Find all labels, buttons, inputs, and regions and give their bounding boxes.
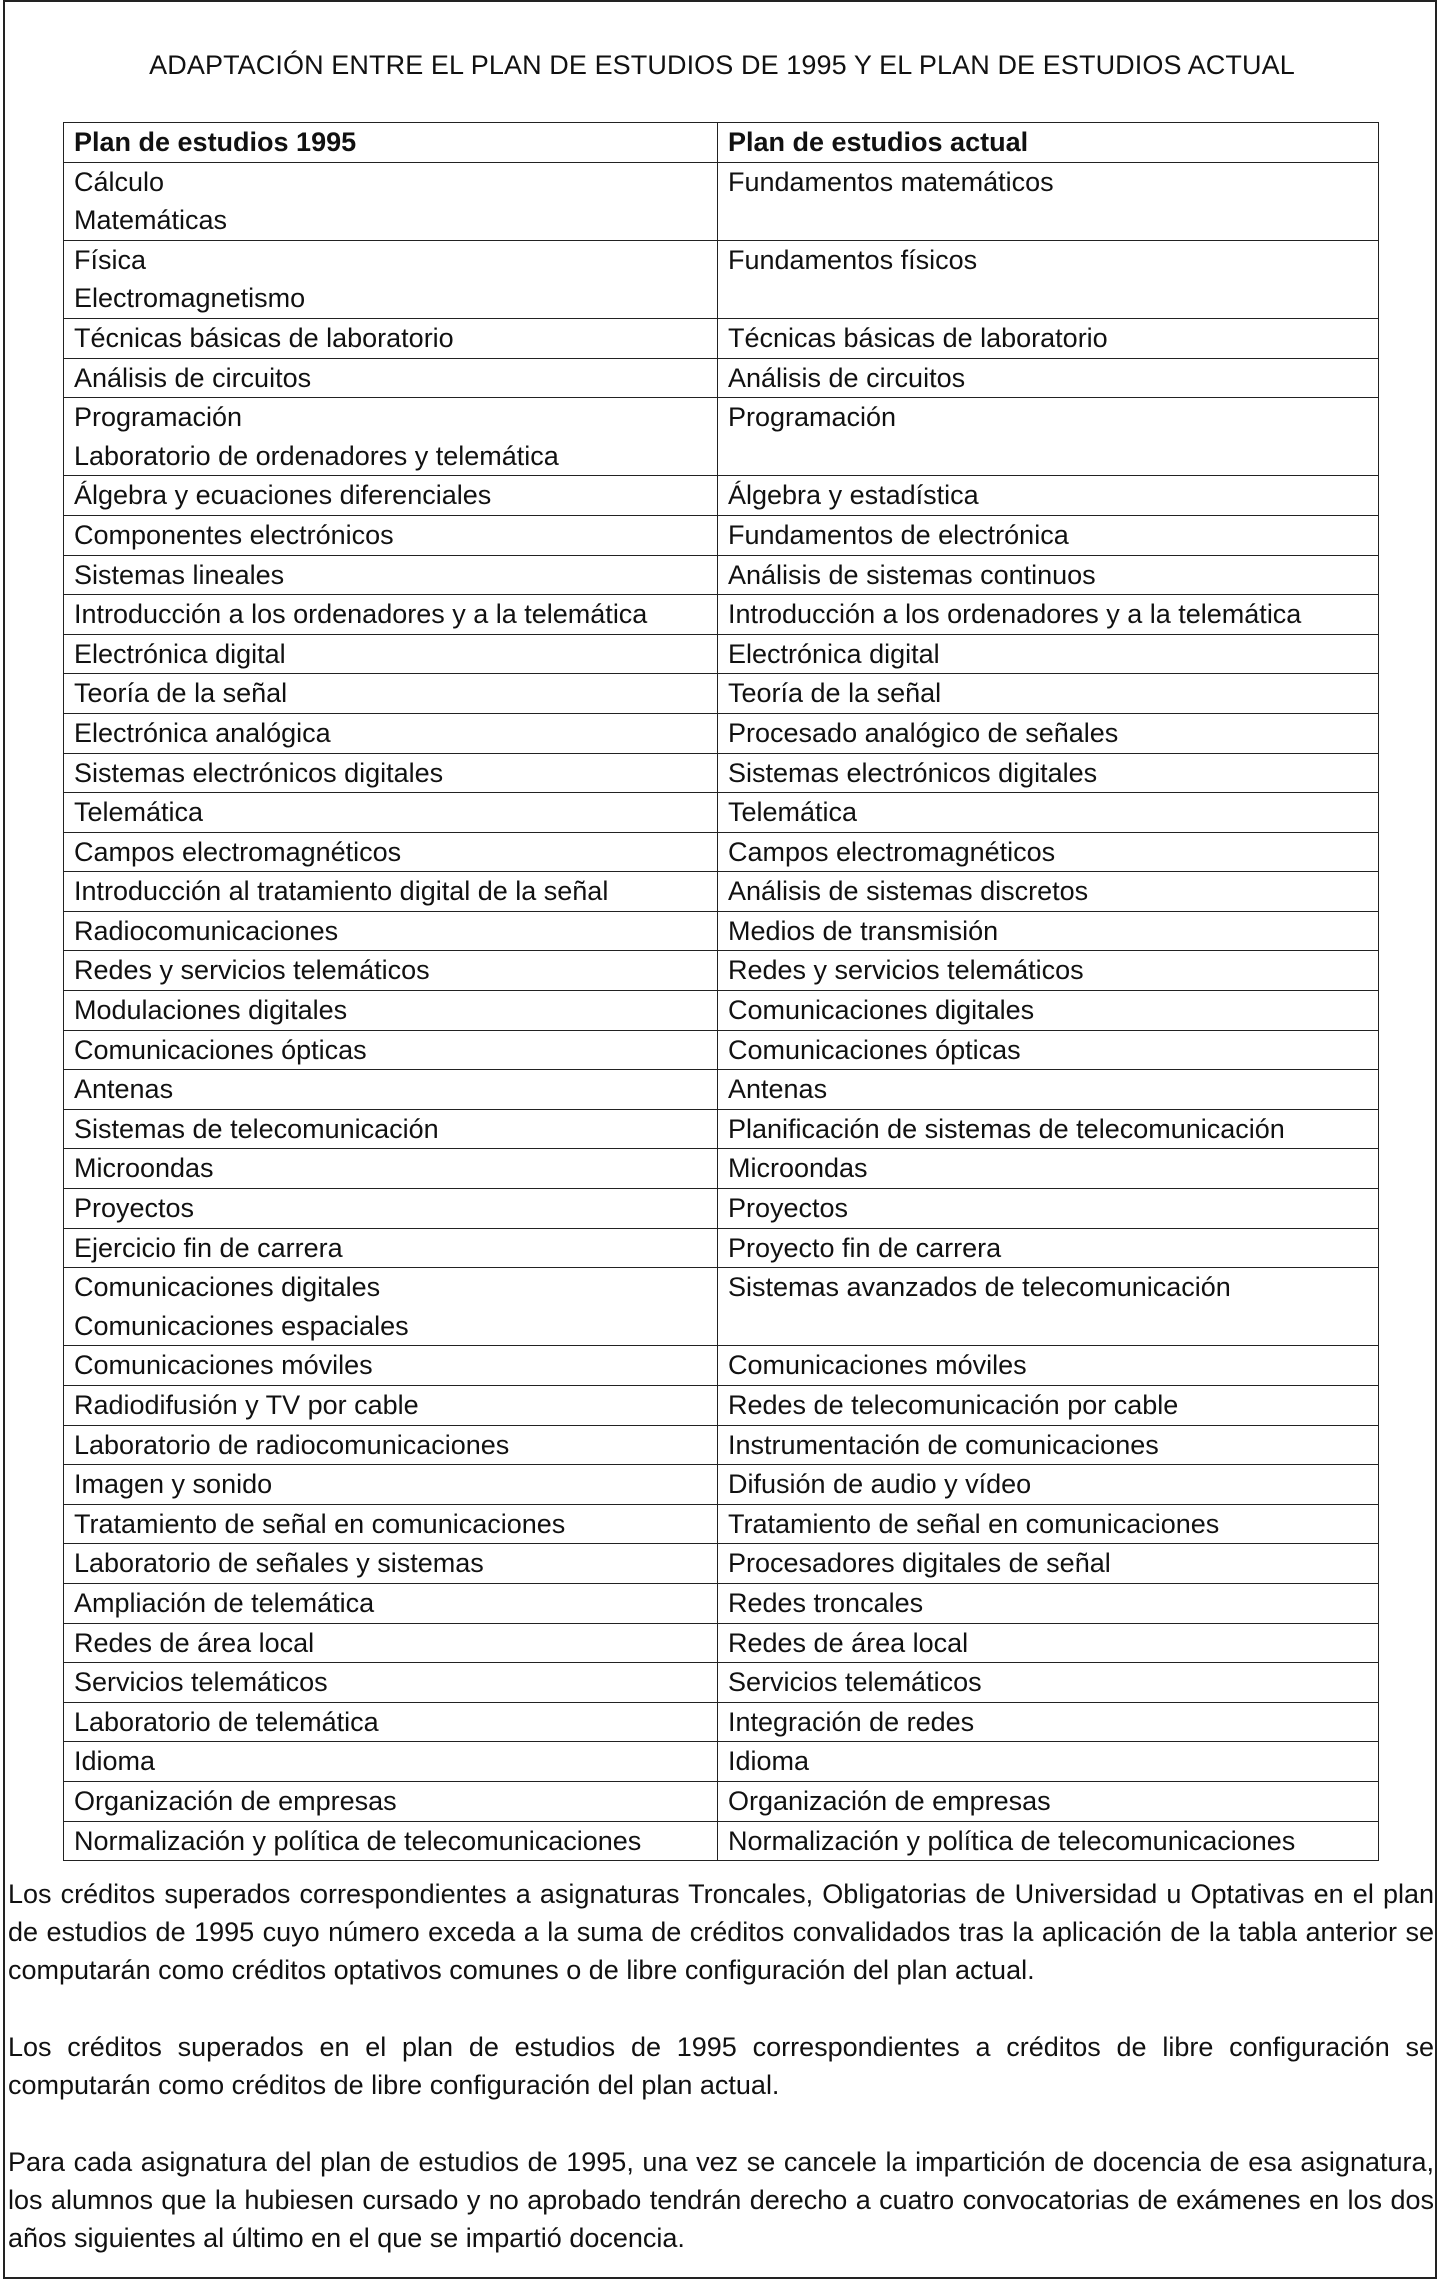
cell-plan-actual <box>718 1346 1379 1386</box>
cell-plan-1995 <box>64 1346 718 1386</box>
cell-plan-actual <box>718 1268 1379 1346</box>
cell-plan-actual <box>718 555 1379 595</box>
subject-name: Álgebra y estadística <box>728 480 979 511</box>
subject-name: Sistemas lineales <box>74 559 285 590</box>
subject-name: Introducción a los ordenadores y a la telemática <box>74 599 648 630</box>
subject-name: Comunicaciones ópticas <box>74 1034 367 1065</box>
cell-plan-1995 <box>64 1109 718 1149</box>
subject-name: Análisis de sistemas discretos <box>728 876 1089 907</box>
cell-plan-actual <box>718 1821 1379 1861</box>
cell-plan-1995 <box>64 1070 718 1110</box>
table-row <box>64 674 1379 714</box>
subject-name: Comunicaciones móviles <box>728 1350 1027 1381</box>
cell-plan-1995 <box>64 793 718 833</box>
subject-name: Antenas <box>728 1074 828 1105</box>
cell-plan-1995 <box>64 1465 718 1505</box>
subject-name: Normalización y política de telecomunicaciones <box>728 1825 1296 1856</box>
cell-plan-actual <box>718 991 1379 1031</box>
cell-plan-1995 <box>64 515 718 555</box>
cell-plan-actual <box>718 832 1379 872</box>
subject-name: Integración de redes <box>728 1706 975 1737</box>
table-row <box>64 634 1379 674</box>
table-row <box>64 1030 1379 1070</box>
subject-name: Telemática <box>728 797 858 828</box>
subject-name: Análisis de circuitos <box>728 362 966 393</box>
subject-name: Radiocomunicaciones <box>74 915 339 946</box>
cell-plan-actual <box>718 1781 1379 1821</box>
cell-plan-actual <box>718 1386 1379 1426</box>
cell-plan-actual <box>718 1189 1379 1229</box>
cell-plan-actual <box>718 318 1379 358</box>
cell-plan-actual <box>718 911 1379 951</box>
subject-name: Modulaciones digitales <box>74 995 348 1026</box>
table-row <box>64 991 1379 1031</box>
subject-name: Campos electromagnéticos <box>728 836 1056 867</box>
table-row <box>64 515 1379 555</box>
cell-plan-1995 <box>64 358 718 398</box>
cell-plan-1995 <box>64 1781 718 1821</box>
cell-plan-1995 <box>64 476 718 516</box>
subject-name: Electrónica digital <box>728 638 940 669</box>
subject-name: Redes y servicios telemáticos <box>74 955 430 986</box>
subject-name: Técnicas básicas de laboratorio <box>74 322 454 353</box>
subject-name: Comunicaciones espaciales <box>74 1310 409 1341</box>
subject-name: Sistemas electrónicos digitales <box>728 757 1098 788</box>
cell-plan-1995 <box>64 1663 718 1703</box>
cell-plan-actual <box>718 1070 1379 1110</box>
table-row <box>64 793 1379 833</box>
table-row <box>64 1781 1379 1821</box>
cell-plan-actual <box>718 674 1379 714</box>
subject-name: Análisis de circuitos <box>74 362 312 393</box>
subject-name: Redes de telecomunicación por cable <box>728 1390 1179 1420</box>
note-paragraph: Los créditos superados en el plan de estudios de 1995 correspondientes a créditos de libre configuración se computarán como créditos de libre configuración del plan actual. <box>8 2032 1434 2100</box>
cell-plan-actual <box>718 1228 1379 1268</box>
cell-plan-1995 <box>64 1702 718 1742</box>
table-row <box>64 872 1379 912</box>
subject-name: Fundamentos físicos <box>728 244 978 275</box>
cell-plan-actual <box>718 1742 1379 1782</box>
table-row <box>64 1702 1379 1742</box>
cell-plan-1995 <box>64 1544 718 1584</box>
cell-plan-actual <box>718 1149 1379 1189</box>
cell-plan-1995 <box>64 1742 718 1782</box>
subject-name: Comunicaciones móviles <box>74 1350 373 1381</box>
cell-plan-1995 <box>64 1030 718 1070</box>
table-row <box>64 555 1379 595</box>
table-row <box>64 398 1379 476</box>
subject-name: Sistemas avanzados de telecomunicación <box>728 1272 1231 1303</box>
table-row <box>64 832 1379 872</box>
table-row <box>64 951 1379 991</box>
subject-name: Fundamentos matemáticos <box>728 166 1054 197</box>
subject-name: Fundamentos de electrónica <box>728 519 1069 550</box>
cell-plan-actual <box>718 162 1379 240</box>
table-row <box>64 911 1379 951</box>
cell-plan-actual <box>718 240 1379 318</box>
cell-plan-1995 <box>64 713 718 753</box>
table-row <box>64 1583 1379 1623</box>
cell-plan-actual <box>718 398 1379 476</box>
subject-name: Física <box>74 244 147 275</box>
subject-name: Organización de empresas <box>728 1785 1051 1816</box>
cell-plan-actual <box>718 1544 1379 1584</box>
subject-name: Teoría de la señal <box>74 678 288 709</box>
subject-name: Comunicaciones digitales <box>74 1272 381 1303</box>
table-row <box>64 713 1379 753</box>
cell-plan-actual <box>718 515 1379 555</box>
table-row <box>64 240 1379 318</box>
cell-plan-actual <box>718 713 1379 753</box>
cell-plan-1995 <box>64 1149 718 1189</box>
subject-name: Introducción al tratamiento digital de la señal <box>74 876 609 907</box>
table-row <box>64 358 1379 398</box>
header-plan-1995: Plan de estudios 1995 <box>64 123 718 163</box>
subject-name: Idioma <box>74 1746 156 1777</box>
table-row <box>64 595 1379 635</box>
cell-plan-actual <box>718 1465 1379 1505</box>
cell-plan-1995 <box>64 1623 718 1663</box>
cell-plan-actual <box>718 951 1379 991</box>
cell-plan-1995 <box>64 1583 718 1623</box>
cell-plan-actual <box>718 872 1379 912</box>
cell-plan-1995 <box>64 872 718 912</box>
cell-plan-actual <box>718 476 1379 516</box>
cell-plan-1995 <box>64 162 718 240</box>
subject-name: Instrumentación de comunicaciones <box>728 1429 1159 1460</box>
subject-name: Servicios telemáticos <box>74 1667 328 1698</box>
cell-plan-actual <box>718 1583 1379 1623</box>
subject-name: Álgebra y ecuaciones diferenciales <box>74 480 492 511</box>
subject-name: Tratamiento de señal en comunicaciones <box>728 1508 1220 1539</box>
note-paragraph: Los créditos superados correspondientes a asignaturas Troncales, Obligatorias de Universidad u Optativas en el plan de estudios de 1995 cuyo número exceda a la suma de créditos convalidados tras la aplicación de la tabla anterior se computarán como créditos optativos comunes o de libre configuración del plan actual. <box>8 1879 1434 1985</box>
subject-name: Microondas <box>74 1153 214 1184</box>
cell-plan-1995 <box>64 674 718 714</box>
subject-name: Sistemas electrónicos digitales <box>74 757 444 788</box>
cell-plan-1995 <box>64 1189 718 1229</box>
subject-name: Normalización y política de telecomunicaciones <box>74 1825 642 1856</box>
subject-name: Sistemas de telecomunicación <box>74 1113 439 1144</box>
subject-name: Electrónica analógica <box>74 717 331 748</box>
cell-plan-1995 <box>64 753 718 793</box>
cell-plan-1995 <box>64 1425 718 1465</box>
subject-name: Idioma <box>728 1746 810 1777</box>
subject-name: Medios de transmisión <box>728 915 999 946</box>
header-plan-actual: Plan de estudios actual <box>718 123 1379 163</box>
subject-name: Introducción a los ordenadores y a la telemática <box>728 599 1302 630</box>
table-row <box>64 1663 1379 1703</box>
subject-name: Planificación de sistemas de telecomunicación <box>728 1113 1285 1144</box>
subject-name: Servicios telemáticos <box>728 1667 982 1698</box>
table-row <box>64 1742 1379 1782</box>
subject-name: Laboratorio de telemática <box>74 1706 379 1737</box>
subject-name: Radiodifusión y TV por cable <box>74 1390 419 1420</box>
cell-plan-1995 <box>64 240 718 318</box>
cell-plan-actual <box>718 595 1379 635</box>
subject-name: Procesadores digitales de señal <box>728 1548 1111 1579</box>
table-row <box>64 1544 1379 1584</box>
cell-plan-1995 <box>64 1386 718 1426</box>
table-row <box>64 162 1379 240</box>
cell-plan-1995 <box>64 555 718 595</box>
cell-plan-1995 <box>64 398 718 476</box>
subject-name: Comunicaciones ópticas <box>728 1034 1021 1065</box>
cell-plan-actual <box>718 1702 1379 1742</box>
subject-name: Telemática <box>74 797 204 828</box>
table-row <box>64 1346 1379 1386</box>
cell-plan-actual <box>718 634 1379 674</box>
subject-name: Cálculo <box>74 166 165 197</box>
subject-name: Organización de empresas <box>74 1785 397 1816</box>
cell-plan-1995 <box>64 1228 718 1268</box>
cell-plan-actual <box>718 793 1379 833</box>
table-row <box>64 1268 1379 1346</box>
subject-name: Tratamiento de señal en comunicaciones <box>74 1508 566 1539</box>
subject-name: Campos electromagnéticos <box>74 836 402 867</box>
table-row <box>64 476 1379 516</box>
notes-section <box>8 1875 1434 2296</box>
subject-name: Microondas <box>728 1153 868 1184</box>
cell-plan-actual <box>718 1663 1379 1703</box>
cell-plan-1995 <box>64 1504 718 1544</box>
cell-plan-1995 <box>64 1268 718 1346</box>
subject-name: Matemáticas <box>74 205 228 236</box>
cell-plan-1995 <box>64 595 718 635</box>
subject-name: Antenas <box>74 1074 174 1105</box>
subject-name: Electrónica digital <box>74 638 286 669</box>
subject-name: Análisis de sistemas continuos <box>728 559 1096 590</box>
table-row <box>64 1109 1379 1149</box>
cell-plan-actual <box>718 1504 1379 1544</box>
subject-name: Imagen y sonido <box>74 1469 273 1500</box>
subject-name: Procesado analógico de señales <box>728 717 1119 748</box>
subject-name: Laboratorio de señales y sistemas <box>74 1548 484 1579</box>
cell-plan-actual <box>718 1109 1379 1149</box>
document-title: ADAPTACIÓN ENTRE EL PLAN DE ESTUDIOS DE 1995 Y EL PLAN DE ESTUDIOS ACTUAL <box>149 50 1295 80</box>
subject-name: Ejercicio fin de carrera <box>74 1232 343 1263</box>
table-row <box>64 1821 1379 1861</box>
cell-plan-actual <box>718 358 1379 398</box>
subject-name: Redes de área local <box>74 1627 315 1658</box>
subject-name: Electromagnetismo <box>74 283 306 314</box>
table-row <box>64 1504 1379 1544</box>
table-body <box>64 162 1379 1861</box>
table-row <box>64 1228 1379 1268</box>
cell-plan-1995 <box>64 1821 718 1861</box>
cell-plan-1995 <box>64 318 718 358</box>
subject-name: Redes y servicios telemáticos <box>728 955 1084 986</box>
note-paragraph: Para cada asignatura del plan de estudios de 1995, una vez se cancele la impartición de docencia de esa asignatura, los alumnos que la hubiesen cursado y no aprobado tendrán derecho a cuatro convocatorias de exámenes en los dos años siguientes al último en el que se impartió docencia. <box>8 2147 1434 2253</box>
cell-plan-1995 <box>64 911 718 951</box>
subject-name: Difusión de audio y vídeo <box>728 1469 1032 1500</box>
subject-name: Componentes electrónicos <box>74 519 394 550</box>
cell-plan-actual <box>718 753 1379 793</box>
subject-name: Proyectos <box>74 1193 195 1224</box>
subject-name: Laboratorio de ordenadores y telemática <box>74 440 559 471</box>
cell-plan-1995 <box>64 832 718 872</box>
table-row <box>64 318 1379 358</box>
cell-plan-1995 <box>64 951 718 991</box>
table-row <box>64 1425 1379 1465</box>
table-row <box>64 1623 1379 1663</box>
subject-name: Redes troncales <box>728 1587 924 1618</box>
cell-plan-actual <box>718 1425 1379 1465</box>
table-row <box>64 1465 1379 1505</box>
subject-name: Proyectos <box>728 1193 849 1224</box>
cell-plan-1995 <box>64 991 718 1031</box>
adaptation-table <box>63 122 1379 1861</box>
subject-name: Ampliación de telemática <box>74 1587 375 1618</box>
subject-name: Técnicas básicas de laboratorio <box>728 322 1108 353</box>
table-row <box>64 1386 1379 1426</box>
subject-name: Redes de área local <box>728 1627 969 1658</box>
table-row <box>64 1070 1379 1110</box>
table-row <box>64 753 1379 793</box>
cell-plan-1995 <box>64 634 718 674</box>
subject-name: Proyecto fin de carrera <box>728 1232 1002 1263</box>
subject-name: Teoría de la señal <box>728 678 942 709</box>
subject-name: Comunicaciones digitales <box>728 995 1035 1026</box>
cell-plan-actual <box>718 1623 1379 1663</box>
table-header-row <box>64 123 1379 163</box>
subject-name: Programación <box>74 402 243 433</box>
table-row <box>64 1149 1379 1189</box>
table-row <box>64 1189 1379 1229</box>
subject-name: Programación <box>728 402 897 433</box>
cell-plan-actual <box>718 1030 1379 1070</box>
subject-name: Laboratorio de radiocomunicaciones <box>74 1429 510 1460</box>
